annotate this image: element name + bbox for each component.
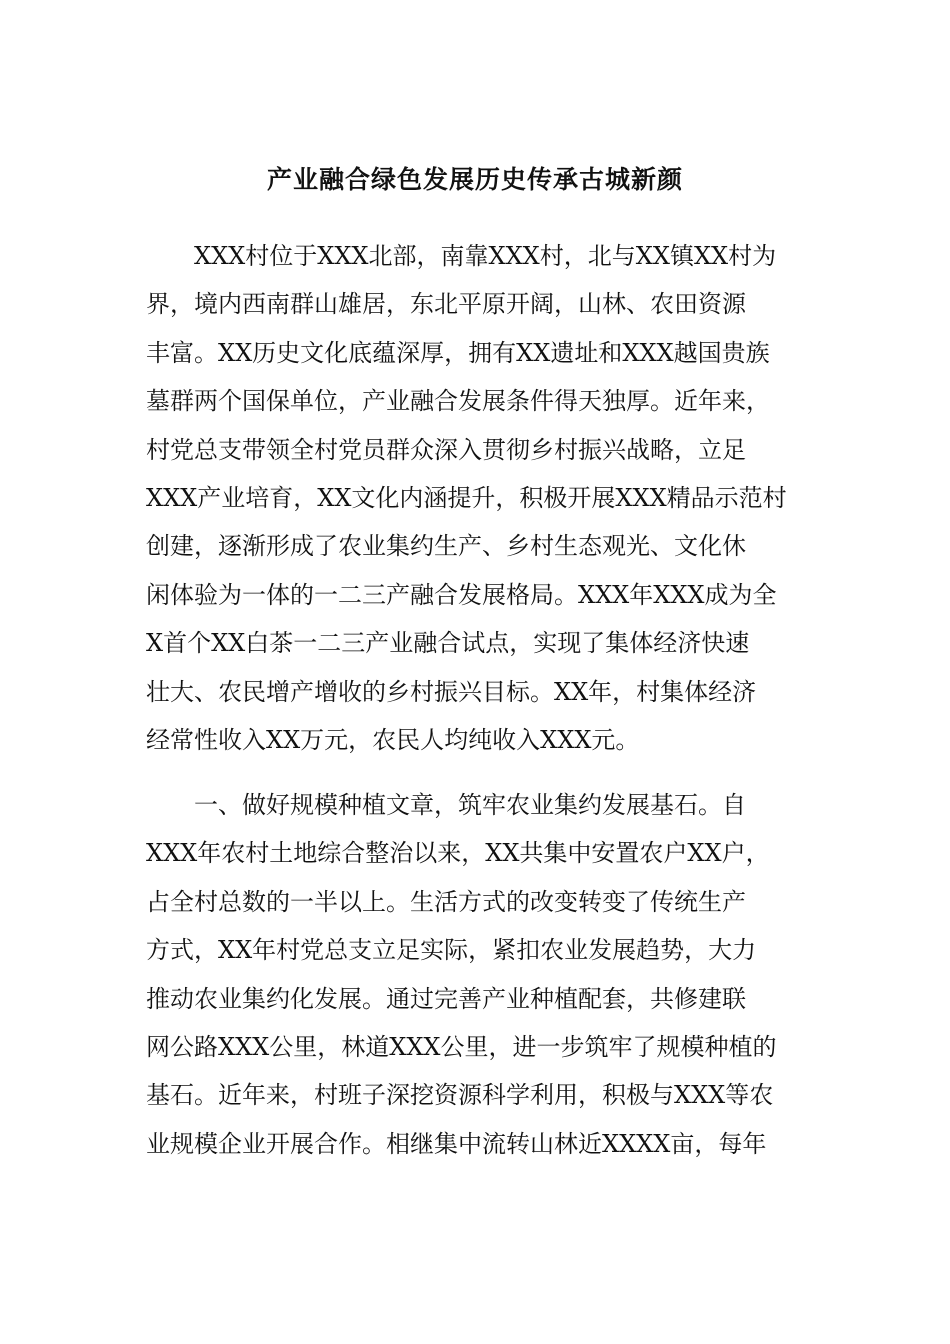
text-line: 一、做好规模种植文章，筑牢农业集约发展基石。自 <box>194 791 746 819</box>
text-line: 推动农业集约化发展。通过完善产业种植配套，共修建联 <box>146 984 746 1013</box>
paragraph-section-one <box>146 781 810 1168</box>
text-line: 创建，逐渐形成了农业集约生产、乡村生态观光、文化休 <box>146 532 746 561</box>
text-line: 壮大、农民增产增收的乡村振兴目标。XX年，村集体经济 <box>146 677 757 706</box>
text-line: 村党总支带领全村党员群众深入贯彻乡村振兴战略，立足 <box>146 435 746 464</box>
text-line: XXX产业培育，XX文化内涵提升，积极开展XXX精品示范村 <box>146 483 787 512</box>
text-line: 网公路XXX公里，林道XXX公里，进一步筑牢了规模种植的 <box>146 1032 777 1061</box>
text-line: X首个XX白茶一二三产业融合试点，实现了集体经济快速 <box>146 629 750 658</box>
paragraph-intro <box>146 232 810 764</box>
text-line: 方式，XX年村党总支立足实际，紧扣农业发展趋势，大力 <box>146 936 757 965</box>
text-line: XXX年农村土地综合整治以来，XX共集中安置农户XX户， <box>146 839 770 868</box>
text-line: 墓群两个国保单位，产业融合发展条件得天独厚。近年来， <box>146 387 770 416</box>
text-line: 基石。近年来，村班子深挖资源科学利用，积极与XXX等农 <box>146 1081 774 1110</box>
text-line: 业规模企业开展合作。相继集中流转山林近XXXX亩，每年 <box>146 1129 767 1158</box>
text-line: 丰富。XX历史文化底蕴深厚，拥有XX遗址和XXX越国贵族 <box>146 338 770 367</box>
document-title: 产业融合绿色发展历史传承古城新颜 <box>266 165 683 194</box>
text-line: 界，境内西南群山雄居，东北平原开阔，山林、农田资源 <box>146 290 746 319</box>
text-line: 闲体验为一体的一二三产融合发展格局。XXX年XXX成为全 <box>146 580 777 609</box>
text-line: 占全村总数的一半以上。生活方式的改变转变了传统生产 <box>146 887 746 916</box>
text-line: 经常性收入XX万元，农民人均纯收入XXX元。 <box>146 725 640 754</box>
text-line: XXX村位于XXX北部，南靠XXX村，北与XX镇XX村为 <box>194 242 777 270</box>
